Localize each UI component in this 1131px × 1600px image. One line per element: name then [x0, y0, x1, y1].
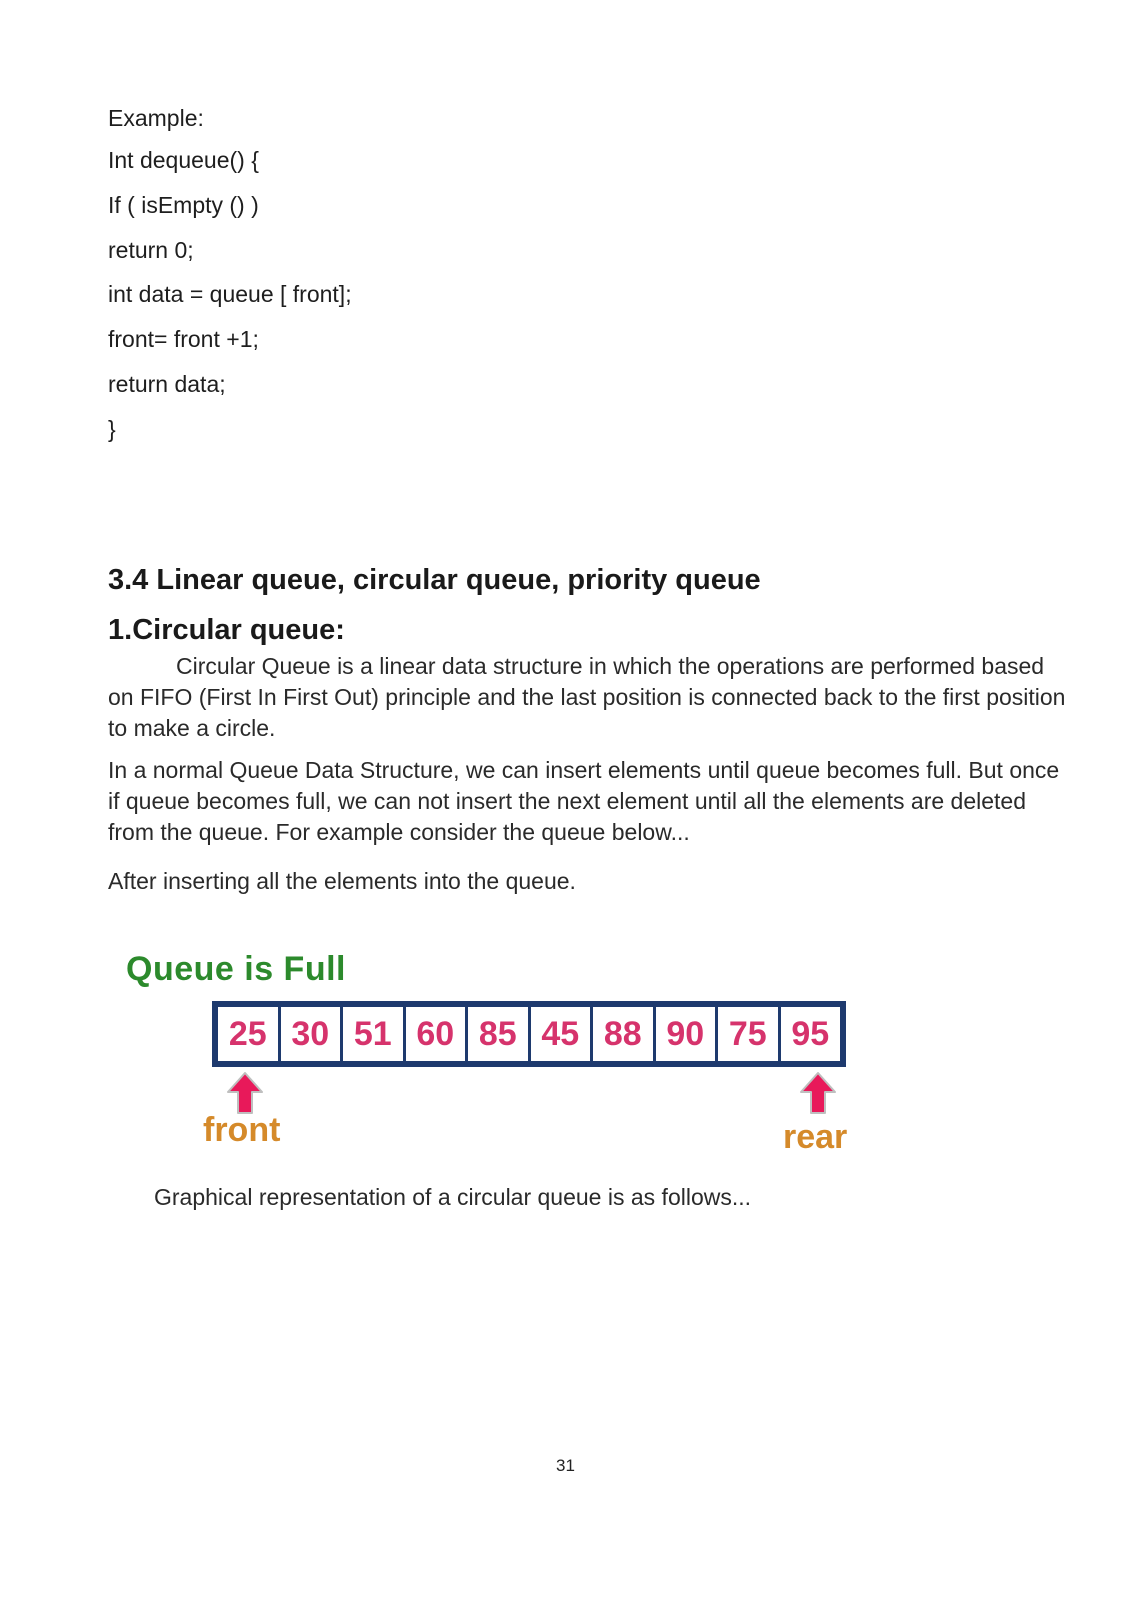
code-line: Example: [108, 105, 204, 131]
subsection-number: 1. [108, 614, 133, 646]
paragraph-definition: Circular Queue is a linear data structure in which the operations are performed based on FIFO (First In First Out) principle and the last position is connected back to the first position to make a circle. [108, 653, 1066, 741]
front-arrow-icon [225, 1070, 265, 1116]
queue-cell: 90 [656, 1007, 716, 1061]
queue-cell: 45 [531, 1007, 591, 1061]
paragraph-graphical: Graphical representation of a circular queue is as follows... [154, 1184, 752, 1210]
code-line: return 0; [108, 237, 194, 263]
rear-arrow-icon [798, 1070, 838, 1116]
figure-title: Queue is Full [126, 950, 346, 988]
queue-cell: 51 [343, 1007, 403, 1061]
queue-array [212, 1001, 846, 1067]
rear-label: rear [783, 1118, 848, 1156]
queue-cell: 30 [281, 1007, 341, 1061]
queue-cell: 85 [468, 1007, 528, 1061]
code-line: return data; [108, 371, 226, 397]
section-title: 3.4 Linear queue, circular queue, priority queue [108, 564, 761, 596]
code-line: } [108, 416, 116, 442]
queue-cell: 88 [593, 1007, 653, 1061]
queue-cell: 25 [218, 1007, 278, 1061]
subsection-title [108, 614, 345, 647]
code-line: int data = queue [ front]; [108, 281, 352, 307]
page-number: 31 [556, 1456, 575, 1475]
code-line: front= front +1; [108, 326, 259, 352]
subsection-heading: Circular queue: [132, 614, 345, 646]
code-line: If ( isEmpty () ) [108, 192, 259, 218]
code-line: Int dequeue() { [108, 147, 259, 173]
front-label: front [203, 1111, 281, 1149]
paragraph-after-inserting: After inserting all the elements into the queue. [108, 868, 576, 894]
queue-cell: 95 [781, 1007, 841, 1061]
paragraph-normal-queue: In a normal Queue Data Structure, we can insert elements until queue becomes full. But once if queue becomes full, we can not insert the next element until all the elements are deleted from the queue. For example consider the queue below... [108, 757, 1060, 845]
queue-cell: 75 [718, 1007, 778, 1061]
queue-cell: 60 [406, 1007, 466, 1061]
